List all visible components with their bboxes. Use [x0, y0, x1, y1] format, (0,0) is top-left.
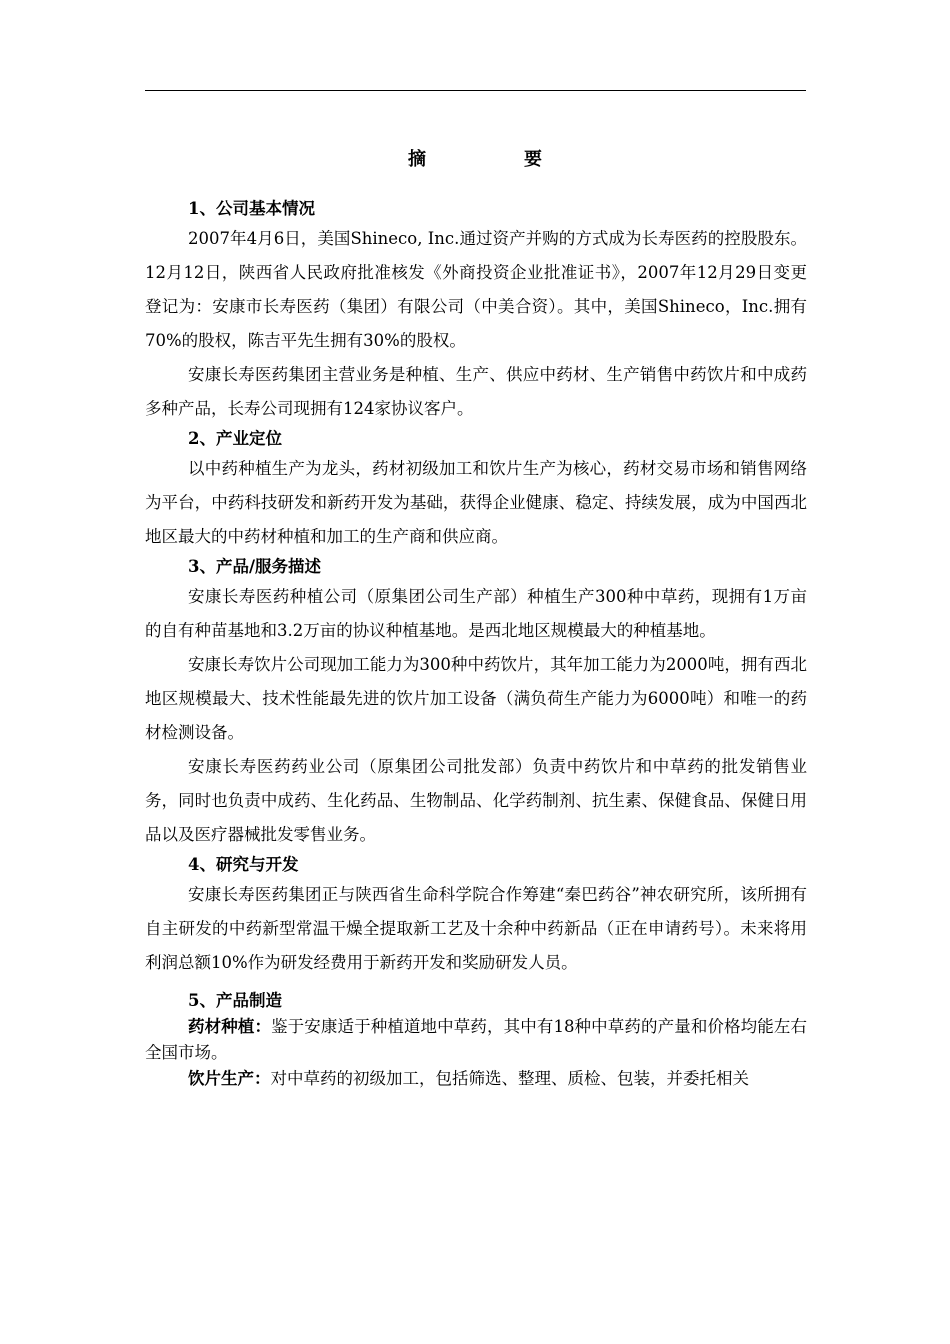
paragraph: 安康长寿医药药业公司（原集团公司批发部）负责中药饮片和中草药的批发销售业务，同时也负责中成药、生化药品、生物制品、化学药制剂、抗生素、保健食品、保健日用品以及医疗器械批发零售业务。	[145, 757, 807, 844]
paragraph: 2007年4月6日，美国Shineco, Inc.通过资产并购的方式成为长寿医药的控股股东。12月12日，陕西省人民政府批准核发《外商投资企业批准证书》，2007年12月29日变更登记为：安康市长寿医药（集团）有限公司（中美合资）。其中，美国Shineco，Inc.拥有70%的股权，陈吉平先生拥有30%的股权。	[145, 229, 807, 350]
page-title: 摘 要	[408, 149, 582, 170]
item-text: 鉴于安康适于种植道地中草药，其中有18种中草药的产量和价格均能左右全国市场。	[145, 1017, 808, 1062]
section-research-development	[145, 852, 807, 980]
paragraph: 安康长寿医药集团主营业务是种植、生产、供应中药材、生产销售中药饮片和中成药多种产品，长寿公司现拥有124家协议客户。	[145, 365, 807, 418]
section-heading: 3、产品/服务描述	[188, 557, 322, 576]
section-heading: 1、公司基本情况	[188, 199, 315, 218]
section-heading: 2、产业定位	[188, 429, 282, 448]
header-rule	[145, 90, 806, 91]
section-heading: 4、研究与开发	[188, 855, 299, 874]
list-item	[145, 1066, 807, 1092]
item-lead: 饮片生产：	[188, 1069, 271, 1088]
section-company-overview	[145, 196, 807, 426]
section-industry-positioning	[145, 426, 807, 554]
list-item	[145, 1014, 807, 1066]
paragraph: 安康长寿饮片公司现加工能力为300种中药饮片，其年加工能力为2000吨，拥有西北地区规模最大、技术性能最先进的饮片加工设备（满负荷生产能力为6000吨）和唯一的药材检测设备。	[145, 655, 807, 742]
paragraph: 安康长寿医药集团正与陕西省生命科学院合作筹建“秦巴药谷”神农研究所，该所拥有自主研发的中药新型常温干燥全提取新工艺及十余种中药新品（正在申请药号）。未来将用利润总额10%作为研发经费用于新药开发和奖励研发人员。	[145, 885, 807, 972]
section-manufacturing	[145, 988, 807, 1092]
section-products-services	[145, 554, 807, 852]
document-body	[145, 196, 807, 1092]
item-text: 对中草药的初级加工，包括筛选、整理、质检、包装，并委托相关	[270, 1069, 749, 1088]
paragraph: 以中药种植生产为龙头，药材初级加工和饮片生产为核心，药材交易市场和销售网络为平台，中药科技研发和新药开发为基础，获得企业健康、稳定、持续发展，成为中国西北地区最大的中药材种植和加工的生产商和供应商。	[145, 459, 807, 546]
section-heading: 5、产品制造	[188, 991, 282, 1010]
item-lead: 药材种植：	[188, 1017, 272, 1036]
paragraph: 安康长寿医药种植公司（原集团公司生产部）种植生产300种中草药，现拥有1万亩的自有种苗基地和3.2万亩的协议种植基地。是西北地区规模最大的种植基地。	[145, 587, 807, 640]
